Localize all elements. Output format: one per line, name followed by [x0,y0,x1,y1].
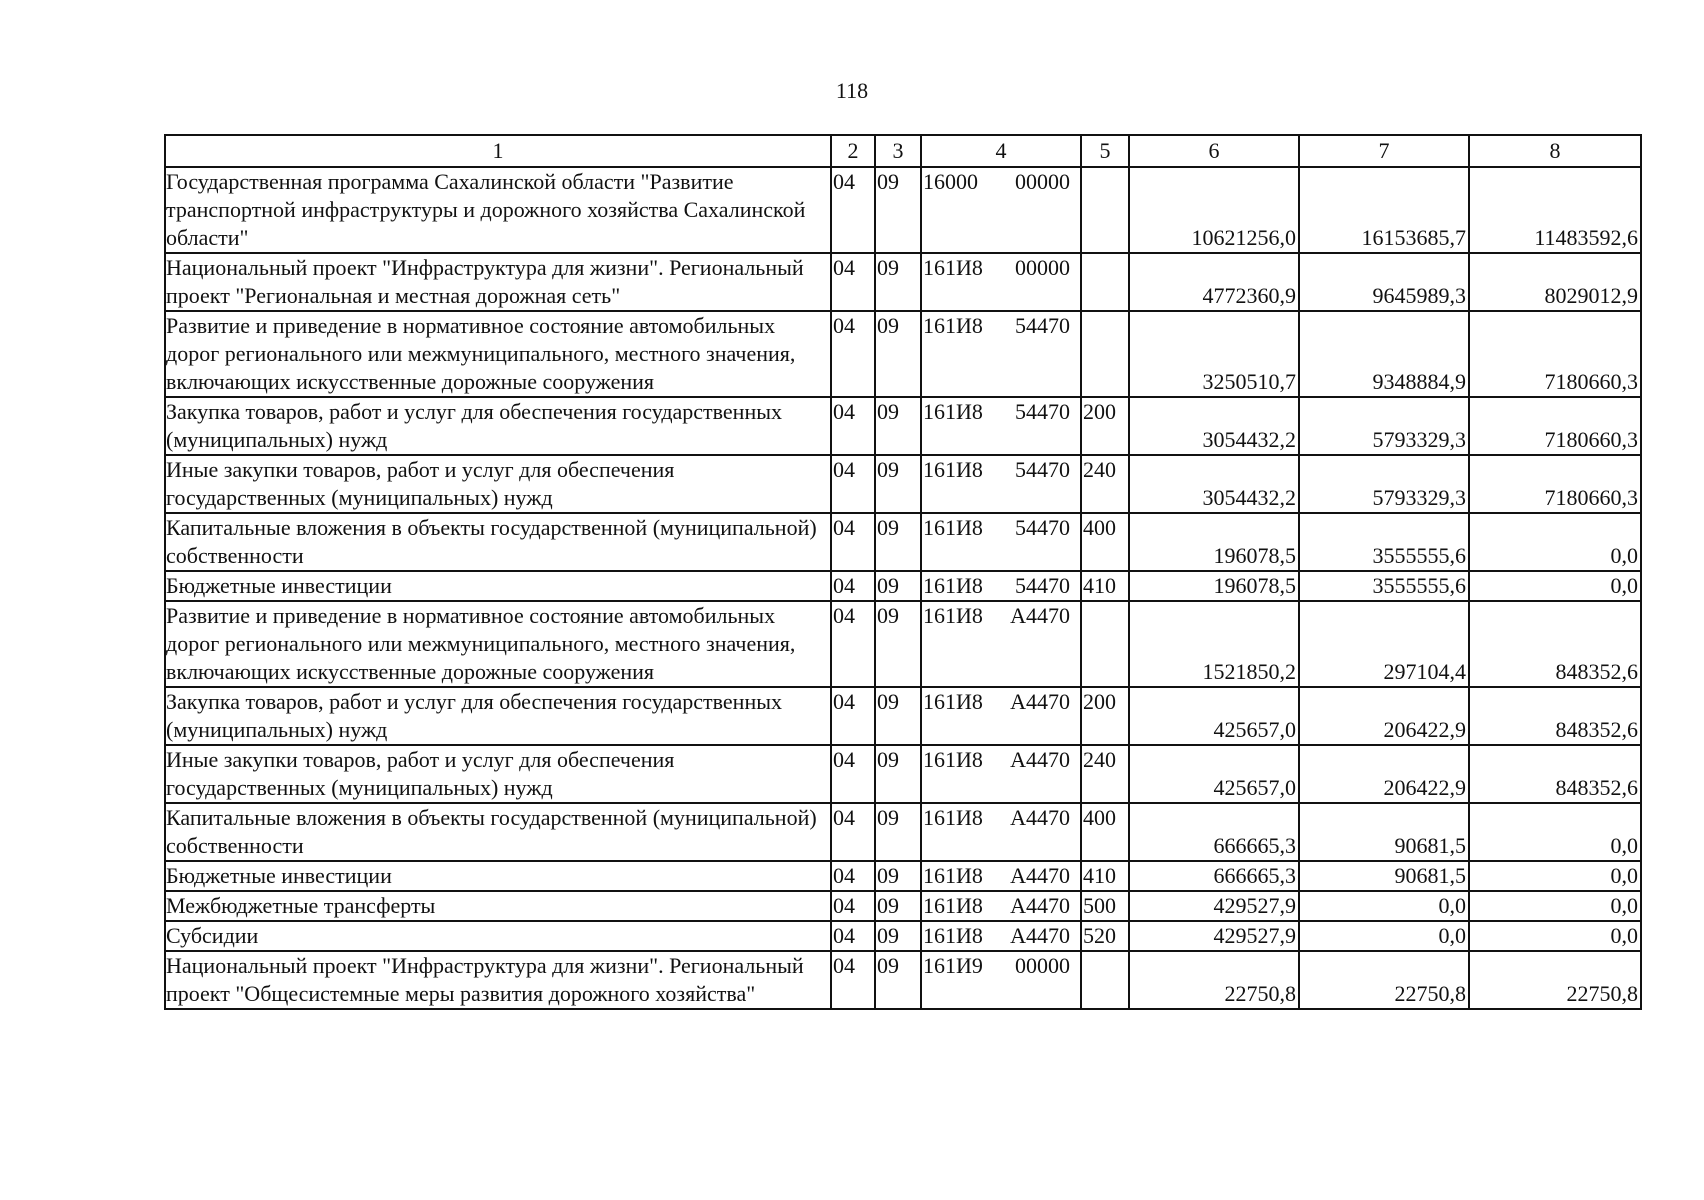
amount-col-7: 16153685,7 [1299,167,1469,253]
table-row [165,311,1641,397]
table-row [165,861,1641,891]
amount-col-6: 666665,3 [1129,803,1299,861]
section-code: 04 [831,745,875,803]
amount-col-6: 666665,3 [1129,861,1299,891]
amount-col-7: 9645989,3 [1299,253,1469,311]
amount-col-6: 425657,0 [1129,745,1299,803]
target-article-program: 161И8 [923,863,983,888]
target-article-cell [921,601,1081,687]
subsection-code: 09 [875,571,921,601]
row-name: Межбюджетные трансферты [165,891,831,921]
row-name: Развитие и приведение в нормативное состояние автомобильных дорог регионального или межмуниципального, местного значения, включающих искусственные дорожные сооружения [165,311,831,397]
expense-type-code: 400 [1081,803,1129,861]
row-name: Национальный проект "Инфраструктура для жизни". Региональный проект "Общесистемные меры развития дорожного хозяйства" [165,951,831,1009]
amount-col-6: 425657,0 [1129,687,1299,745]
amount-col-8: 848352,6 [1469,745,1641,803]
row-name: Иные закупки товаров, работ и услуг для обеспечения государственных (муниципальных) нужд [165,745,831,803]
target-article-direction: 00000 [1015,953,1070,978]
subsection-code: 09 [875,745,921,803]
section-code: 04 [831,455,875,513]
section-code: 04 [831,253,875,311]
target-article-direction: А4470 [1010,923,1070,948]
target-article-program: 161И8 [923,893,983,918]
table-row [165,397,1641,455]
subsection-code: 09 [875,921,921,951]
subsection-code: 09 [875,687,921,745]
target-article-cell [921,861,1081,891]
amount-col-6: 10621256,0 [1129,167,1299,253]
target-article-cell [921,397,1081,455]
target-article-direction: 54470 [1015,457,1070,482]
row-name: Капитальные вложения в объекты государственной (муниципальной) собственности [165,803,831,861]
subsection-code: 09 [875,861,921,891]
section-code: 04 [831,687,875,745]
target-article-program: 161И8 [923,515,983,540]
section-code: 04 [831,951,875,1009]
table-row [165,601,1641,687]
amount-col-7: 90681,5 [1299,861,1469,891]
target-article-direction: А4470 [1010,893,1070,918]
amount-col-8: 22750,8 [1469,951,1641,1009]
header-row [165,135,1641,167]
section-code: 04 [831,397,875,455]
amount-col-7: 0,0 [1299,891,1469,921]
amount-col-8: 8029012,9 [1469,253,1641,311]
table-row [165,571,1641,601]
section-code: 04 [831,311,875,397]
amount-col-7: 3555555,6 [1299,571,1469,601]
target-article-cell [921,455,1081,513]
section-code: 04 [831,513,875,571]
table-body [165,167,1641,1009]
target-article-cell [921,253,1081,311]
section-code: 04 [831,167,875,253]
expense-type-code: 400 [1081,513,1129,571]
subsection-code: 09 [875,167,921,253]
amount-col-7: 206422,9 [1299,687,1469,745]
target-article-program: 161И8 [923,747,983,772]
expense-type-code: 410 [1081,861,1129,891]
section-code: 04 [831,891,875,921]
amount-col-7: 22750,8 [1299,951,1469,1009]
target-article-cell [921,167,1081,253]
subsection-code: 09 [875,891,921,921]
target-article-direction: 00000 [1015,255,1070,280]
amount-col-6: 1521850,2 [1129,601,1299,687]
amount-col-7: 0,0 [1299,921,1469,951]
amount-col-6: 4772360,9 [1129,253,1299,311]
target-article-direction: 54470 [1015,515,1070,540]
table-row [165,687,1641,745]
amount-col-6: 3054432,2 [1129,397,1299,455]
amount-col-7: 9348884,9 [1299,311,1469,397]
table-row [165,951,1641,1009]
row-name: Субсидии [165,921,831,951]
section-code: 04 [831,921,875,951]
subsection-code: 09 [875,455,921,513]
header-cell: 4 [921,135,1081,167]
row-name: Государственная программа Сахалинской области "Развитие транспортной инфраструктуры и дорожного хозяйства Сахалинской области" [165,167,831,253]
row-name: Бюджетные инвестиции [165,861,831,891]
target-article-program: 161И9 [923,953,983,978]
subsection-code: 09 [875,951,921,1009]
amount-col-7: 90681,5 [1299,803,1469,861]
expense-type-code: 500 [1081,891,1129,921]
expense-type-code [1081,601,1129,687]
budget-table [164,134,1642,1010]
subsection-code: 09 [875,253,921,311]
header-cell: 5 [1081,135,1129,167]
row-name: Закупка товаров, работ и услуг для обеспечения государственных (муниципальных) нужд [165,397,831,455]
amount-col-8: 0,0 [1469,571,1641,601]
target-article-direction: А4470 [1010,603,1070,628]
expense-type-code [1081,253,1129,311]
target-article-direction: 54470 [1015,573,1070,598]
row-name: Национальный проект "Инфраструктура для жизни". Региональный проект "Региональная и местная дорожная сеть" [165,253,831,311]
amount-col-7: 297104,4 [1299,601,1469,687]
table-row [165,921,1641,951]
amount-col-8: 848352,6 [1469,687,1641,745]
table-row [165,803,1641,861]
target-article-cell [921,891,1081,921]
expense-type-code [1081,951,1129,1009]
amount-col-8: 7180660,3 [1469,455,1641,513]
amount-col-7: 5793329,3 [1299,397,1469,455]
amount-col-8: 11483592,6 [1469,167,1641,253]
target-article-program: 161И8 [923,457,983,482]
amount-col-7: 5793329,3 [1299,455,1469,513]
amount-col-8: 0,0 [1469,513,1641,571]
expense-type-code: 200 [1081,397,1129,455]
header-cell: 3 [875,135,921,167]
target-article-cell [921,921,1081,951]
target-article-cell [921,311,1081,397]
header-cell: 1 [165,135,831,167]
target-article-cell [921,745,1081,803]
subsection-code: 09 [875,803,921,861]
amount-col-6: 196078,5 [1129,513,1299,571]
amount-col-6: 3054432,2 [1129,455,1299,513]
row-name: Закупка товаров, работ и услуг для обеспечения государственных (муниципальных) нужд [165,687,831,745]
target-article-direction: 54470 [1015,399,1070,424]
expense-type-code: 240 [1081,745,1129,803]
page-number: 118 [835,78,869,103]
section-code: 04 [831,571,875,601]
subsection-code: 09 [875,311,921,397]
amount-col-8: 0,0 [1469,803,1641,861]
expense-type-code: 240 [1081,455,1129,513]
row-name: Иные закупки товаров, работ и услуг для обеспечения государственных (муниципальных) нужд [165,455,831,513]
amount-col-8: 7180660,3 [1469,311,1641,397]
target-article-cell [921,571,1081,601]
target-article-program: 161И8 [923,603,983,628]
row-name: Развитие и приведение в нормативное состояние автомобильных дорог регионального или межмуниципального, местного значения, включающих искусственные дорожные сооружения [165,601,831,687]
amount-col-6: 429527,9 [1129,891,1299,921]
amount-col-6: 196078,5 [1129,571,1299,601]
target-article-cell [921,513,1081,571]
target-article-program: 161И8 [923,923,983,948]
row-name: Бюджетные инвестиции [165,571,831,601]
table-row [165,513,1641,571]
target-article-cell [921,687,1081,745]
amount-col-7: 206422,9 [1299,745,1469,803]
target-article-program: 161И8 [923,313,983,338]
expense-type-code [1081,167,1129,253]
expense-type-code: 410 [1081,571,1129,601]
target-article-cell [921,951,1081,1009]
expense-type-code: 520 [1081,921,1129,951]
expense-type-code: 200 [1081,687,1129,745]
header-cell: 6 [1129,135,1299,167]
target-article-direction: А4470 [1010,863,1070,888]
target-article-direction: А4470 [1010,805,1070,830]
subsection-code: 09 [875,397,921,455]
target-article-cell [921,803,1081,861]
target-article-direction: 00000 [1015,169,1070,194]
target-article-direction: 54470 [1015,313,1070,338]
target-article-direction: А4470 [1010,689,1070,714]
amount-col-8: 0,0 [1469,921,1641,951]
subsection-code: 09 [875,601,921,687]
target-article-program: 161И8 [923,805,983,830]
header-cell: 2 [831,135,875,167]
target-article-program: 161И8 [923,399,983,424]
amount-col-7: 3555555,6 [1299,513,1469,571]
section-code: 04 [831,601,875,687]
amount-col-8: 7180660,3 [1469,397,1641,455]
amount-col-8: 0,0 [1469,861,1641,891]
amount-col-6: 429527,9 [1129,921,1299,951]
target-article-program: 16000 [923,169,978,194]
target-article-program: 161И8 [923,573,983,598]
table-row [165,167,1641,253]
header-cell: 7 [1299,135,1469,167]
amount-col-6: 22750,8 [1129,951,1299,1009]
section-code: 04 [831,861,875,891]
target-article-direction: А4470 [1010,747,1070,772]
header-cell: 8 [1469,135,1641,167]
amount-col-6: 3250510,7 [1129,311,1299,397]
row-name: Капитальные вложения в объекты государственной (муниципальной) собственности [165,513,831,571]
subsection-code: 09 [875,513,921,571]
amount-col-8: 0,0 [1469,891,1641,921]
table-row [165,455,1641,513]
table-row [165,891,1641,921]
table-row [165,745,1641,803]
expense-type-code [1081,311,1129,397]
table-row [165,253,1641,311]
target-article-program: 161И8 [923,255,983,280]
amount-col-8: 848352,6 [1469,601,1641,687]
section-code: 04 [831,803,875,861]
target-article-program: 161И8 [923,689,983,714]
